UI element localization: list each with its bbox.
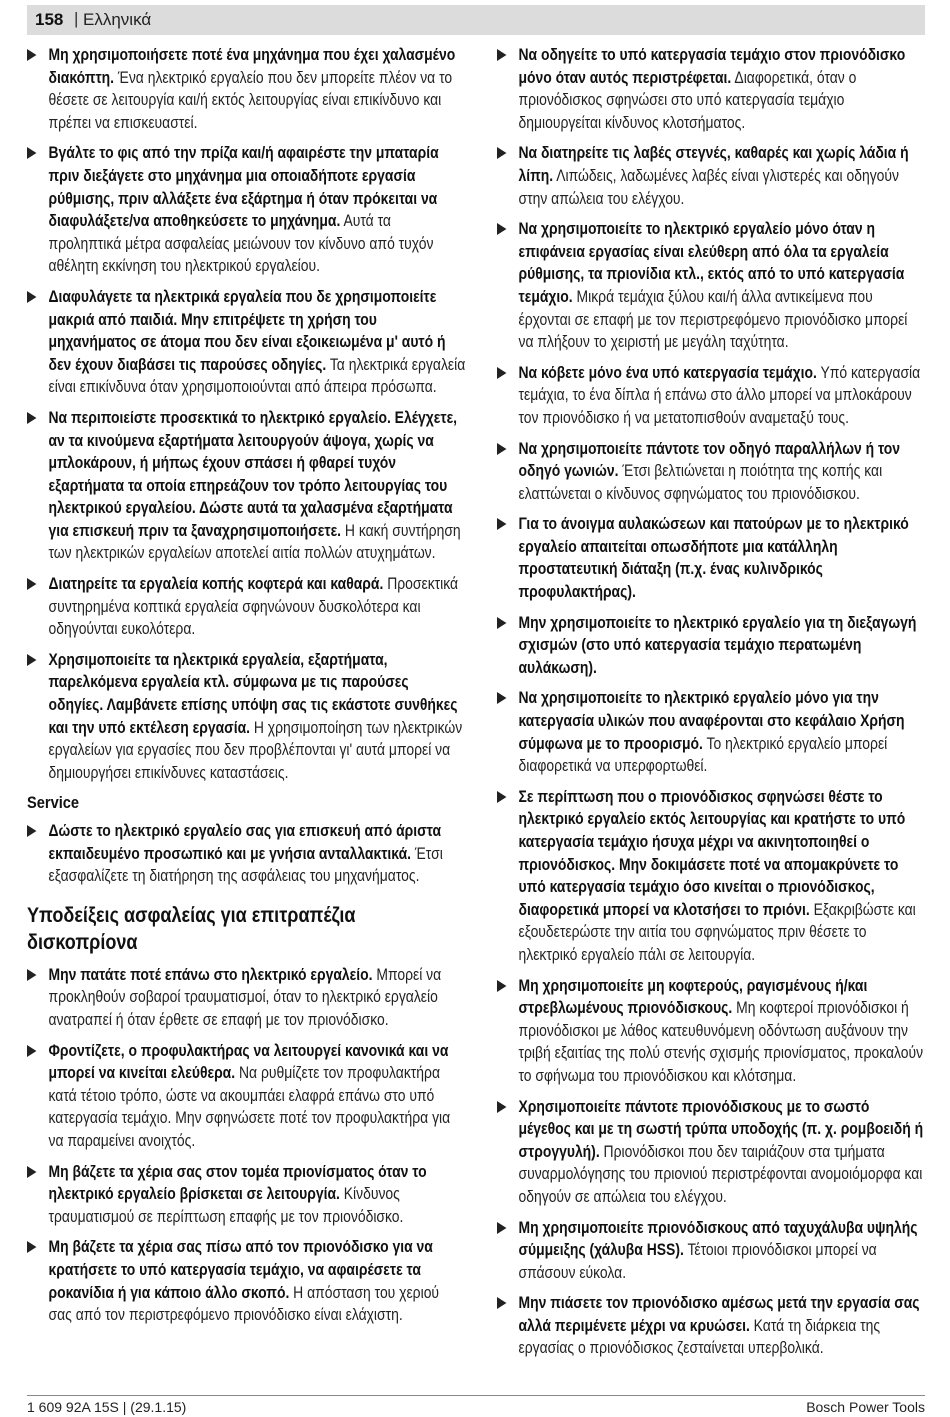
item-bold-text: Να διατηρείτε τις λαβές στεγνές, καθαρές και χωρίς λάδια ή λίπη.	[518, 144, 909, 185]
bullet-triangle-icon	[27, 412, 36, 424]
item-bold-text: Να οδηγείτε το υπό κατεργασία τεμάχιο στον πριονόδισκο μόνο όταν αυτός περιστρέφεται.	[518, 46, 906, 87]
list-item	[27, 573, 466, 641]
item-text: Έτσι εξασφαλίζετε τη διατήρηση της ασφάλειας του μηχανήματος.	[48, 844, 443, 886]
bullet-triangle-icon	[27, 1045, 36, 1057]
item-bold-text: Μην πατάτε ποτέ επάνω στο ηλεκτρικό εργαλείο.	[48, 965, 373, 984]
list-item	[497, 687, 924, 777]
item-text: Εξακριβώστε και εξουδετερώστε την αιτία του σφηνώματος πριν θέσετε το ηλεκτρικό εργαλείο πάλι σε λειτουργία.	[518, 900, 916, 964]
item-bold-text: Να χρησιμοποιείτε το ηλεκτρικό εργαλείο μόνο όταν η επιφάνεια εργασίας είναι ελεύθερη από όλα τα εργαλεία ρύθμισης, τα πριονίδια κτλ., εκτός από το υπό κατεργασία τεμάχιο.	[518, 220, 905, 306]
list-item	[497, 142, 924, 210]
bullet-triangle-icon	[497, 617, 506, 629]
item-text: Διαφορετικά, όταν ο πριονόδισκος σφηνώσει στο υπό κατεργασία τεμάχιο δημιουργείται κίνδυνος κλοτσήματος.	[518, 68, 857, 132]
footer-doc-id: 1 609 92A 15S | (29.1.15)	[27, 1399, 187, 1415]
list-item	[497, 975, 924, 1088]
bullet-triangle-icon	[497, 980, 506, 992]
item-text: Κατά τη διάρκεια της εργασίας ο πριονόδισκος ζεσταίνεται υπερβολικά.	[518, 1316, 881, 1358]
list-item	[27, 286, 466, 399]
list-item	[497, 218, 924, 354]
item-text: Ένα ηλεκτρικό εργαλείο που δεν μπορείτε πλέον να το θέσετε σε λειτουργία και/ή εκτός λειτουργίας είναι επικίνδυνο και πρέπει να επισκευαστεί.	[48, 68, 453, 132]
bullet-triangle-icon	[27, 291, 36, 303]
bullet-triangle-icon	[497, 223, 506, 235]
bullet-triangle-icon	[27, 825, 36, 837]
list-item	[497, 612, 924, 680]
item-bold-text: Μη βάζετε τα χέρια σας στον τομέα πριονίσματος όταν το ηλεκτρικό εργαλείο βρίσκεται σε λειτουργία.	[48, 1162, 427, 1204]
item-text: Πριονόδισκοι που δεν ταιριάζουν στα τμήματα συναρμολόγησης του πριονιού περιστρέφονται ανομοιόμορφα και οδηγούν σε απώλεια του ελέγχου.	[518, 1142, 923, 1206]
section-heading: Υποδείξεις ασφαλείας για επιτραπέζια δισκοπρίονα	[27, 903, 356, 954]
list-item	[27, 820, 466, 888]
item-text: Λιπώδεις, λαδωμένες λαβές είναι γλιστερές και οδηγούν στην απώλεια του ελέγχου.	[518, 166, 899, 208]
safety-list-table-saw-continued	[497, 44, 924, 1360]
item-bold-text: Μη χρησιμοποιείτε μη κοφτερούς, ραγισμένους ή/και στρεβλωμένους πριονόδισκους.	[518, 976, 868, 1018]
bullet-triangle-icon	[27, 1166, 36, 1178]
item-bold-text: Χρησιμοποιείτε τα ηλεκτρικά εργαλεία, εξαρτήματα, παρελκόμενα εργαλεία κτλ. σύμφωνα με τις παρούσες οδηγίες. Λαμβάνετε επίσης υπόψη σας τις εκάστοτε συνθήκες και την υπό εκτέλεση εργασία.	[48, 650, 458, 737]
item-text: Το ηλεκτρικό εργαλείο μπορεί διαφορετικά να υπερφορτωθεί.	[518, 734, 888, 776]
list-item	[497, 44, 924, 134]
bullet-triangle-icon	[27, 654, 36, 666]
item-text: Η χρησιμοποίηση των ηλεκτρικών εργαλείων για εργασίες που δεν προβλέπονται γι' αυτά μπορεί να δημιουργήσει επικίνδυνες καταστάσεις.	[48, 718, 463, 782]
list-item	[27, 1040, 466, 1153]
bullet-triangle-icon	[497, 49, 506, 61]
item-bold-text: Σε περίπτωση που ο πριονόδισκος σφηνώσει θέστε το ηλεκτρικό εργαλείο εκτός λειτουργίας και κρατήστε το υπό κατεργασία τεμάχιο ήσυχα μέχρι να ακινητοποιηθεί ο πριονόδισκος. Μην δοκιμάσετε ποτέ να απομακρύνετε το υπό κατεργασία τεμάχιο όσο κινείται ο πριονόδισκος, διαφορετικά μπορεί να κλοτσήσει το πριόνι.	[518, 787, 906, 919]
service-label: Service	[27, 793, 80, 813]
footer-brand: Bosch Power Tools	[806, 1399, 925, 1415]
list-item	[497, 1292, 924, 1360]
list-item	[27, 1236, 466, 1326]
bullet-triangle-icon	[27, 147, 36, 159]
item-text: Μη κοφτεροί πριονόδισκοι ή πριονόδισκοι με λάθος κατευθυνόμενη οδόντωση αυξάνουν την τριβή εξαιτίας της πολύ στενής σχισμής πριονίσματος, προκαλούν το σφήνωμα του πριονόδισκου και κλότσημα.	[518, 999, 924, 1085]
safety-list-general	[27, 44, 466, 784]
item-bold-text: Διατηρείτε τα εργαλεία κοπής κοφτερά και καθαρά.	[48, 575, 384, 594]
header-language: Ελληνικά	[83, 10, 152, 29]
item-text: Τα ηλεκτρικά εργαλεία είναι επικίνδυνα όταν χρησιμοποιούνται από άπειρα πρόσωπα.	[48, 355, 466, 397]
list-item	[497, 1096, 924, 1209]
header-separator: |	[74, 9, 79, 28]
item-bold-text: Να περιποιείστε προσεκτικά το ηλεκτρικό εργαλείο. Ελέγχετε, αν τα κινούμενα εξαρτήματα λειτουργούν άψογα, χωρίς να μπλοκάρουν, ή μήπως έχουν σπάσει ή φθαρεί τυχόν εξαρτήματα τα οποία επηρεάζουν τον τρόπο λειτουργίας του ηλεκτρικού εργαλείου. Δώστε αυτά τα χαλασμένα εξαρτήματα για επισκευή πριν τα ξαναχρησιμοποιήσετε.	[48, 408, 458, 540]
bullet-triangle-icon	[27, 1241, 36, 1253]
bullet-triangle-icon	[27, 49, 36, 61]
bullet-triangle-icon	[497, 367, 506, 379]
item-bold-text: Μη χρησιμοποιείτε πριονόδισκους από ταχυχάλυβα υψηλής σύμμειξης (χάλυβα HSS).	[518, 1218, 918, 1260]
list-item	[497, 513, 924, 603]
bullet-triangle-icon	[27, 578, 36, 590]
bullet-triangle-icon	[27, 969, 36, 981]
item-text: Η κακή συντήρηση των ηλεκτρικών εργαλείων αποτελεί αιτία πολλών ατυχημάτων.	[48, 521, 461, 563]
list-item	[497, 438, 924, 506]
item-bold-text: Να χρησιμοποιείτε το ηλεκτρικό εργαλείο μόνο για την κατεργασία υλικών που αναφέρονται στο κεφάλαιο Χρήση σύμφωνα με το προορισμό.	[518, 689, 905, 753]
bullet-triangle-icon	[497, 1222, 506, 1234]
list-item	[27, 1161, 466, 1229]
list-item	[497, 786, 924, 967]
item-bold-text: Δώστε το ηλεκτρικό εργαλείο σας για επισκευή από άριστα εκπαιδευμένο προσωπικό και με γνήσια ανταλλακτικά.	[48, 822, 442, 863]
item-bold-text: Μην πιάσετε τον πριονόδισκο αμέσως μετά την εργασία σας αλλά περιμένετε μέχρι να κρυώσει.	[518, 1294, 920, 1335]
bullet-triangle-icon	[497, 518, 506, 530]
list-item	[27, 407, 466, 565]
list-item	[27, 142, 466, 278]
page-number: 158	[35, 10, 64, 29]
item-bold-text: Να χρησιμοποιείτε πάντοτε τον οδηγό παραλλήλων ή τον οδηγό γωνιών.	[518, 439, 901, 481]
bullet-triangle-icon	[497, 1101, 506, 1113]
page-footer	[27, 1395, 925, 1415]
list-item	[27, 649, 466, 785]
bullet-triangle-icon	[497, 1297, 506, 1309]
list-item	[497, 1217, 924, 1285]
item-text: Μπορεί να προκληθούν σοβαροί τραυματισμοί, όταν το ηλεκτρικό εργαλείο ανατραπεί ή όταν έρθετε σε επαφή με τον πριονόδισκο.	[48, 965, 442, 1029]
safety-list-table-saw	[27, 964, 466, 1327]
item-bold-text: Φροντίζετε, ο προφυλακτήρας να λειτουργεί κανονικά και να μπορεί να κινείται ελεύθερα.	[48, 1041, 449, 1083]
right-column	[497, 44, 924, 1368]
list-item	[27, 964, 466, 1032]
page-header	[27, 5, 925, 35]
item-bold-text: Για το άνοιγμα αυλακώσεων και πατούρων με το ηλεκτρικό εργαλείο απαιτείται οπωσδήποτε μια κατάλληλη προστατευτική διάταξη (π.χ. ένας κυλινδρικός προφυλακτήρας).	[518, 515, 909, 602]
item-text: Αυτά τα προληπτικά μέτρα ασφαλείας μειώνουν τον κίνδυνο από τυχόν αθέλητη εκκίνηση του ηλεκτρικού εργαλείου.	[48, 212, 434, 276]
bullet-triangle-icon	[497, 692, 506, 704]
safety-list-service	[27, 820, 466, 888]
item-bold-text: Διαφυλάγετε τα ηλεκτρικά εργαλεία που δε χρησιμοποιείτε μακριά από παιδιά. Μην επιτρέψετε τη χρήση του μηχανήματος σε άτομα που δεν είναι εξοικειωμένα μ' αυτό ή δεν έχουν διαβάσει τις παρούσες οδηγίες.	[48, 287, 446, 374]
item-text: Η απόσταση του χεριού σας από τον περιστρεφόμενο πριονόδισκο είναι ελάχιστη.	[48, 1283, 440, 1325]
item-bold-text: Χρησιμοποιείτε πάντοτε πριονόδισκους με το σωστό μέγεθος και με τη σωστή τρύπα υποδοχής (π. χ. ρομβοειδή ή στρογγυλή).	[518, 1097, 924, 1161]
item-text: Έτσι βελτιώνεται η ποιότητα της κοπής και ελαττώνεται ο κίνδυνος σφηνώματος του πριονόδισκου.	[518, 462, 883, 503]
left-column	[27, 44, 466, 1335]
item-bold-text: Μη χρησιμοποιήσετε ποτέ ένα μηχάνημα που έχει χαλασμένο διακόπτη.	[48, 46, 456, 87]
item-text: Κίνδυνος τραυματισμού σε περίπτωση επαφής με τον πριονόδισκο.	[48, 1185, 404, 1226]
item-text: Τέτοιοι πριονόδισκοι μπορεί να σπάσουν εύκολα.	[518, 1241, 877, 1282]
item-text: Να ρυθμίζετε τον προφυλακτήρα κατά τέτοιο τρόπο, ώστε να ακουμπάει ελαφρά επάνω στο υπό κατεργασία τεμάχιο. Μην σφηνώσετε ποτέ τον προφυλακτήρα για να παραμείνει ανοιχτός.	[48, 1064, 451, 1150]
item-bold-text: Βγάλτε το φις από την πρίζα και/ή αφαιρέστε την μπαταρία πριν διεξάγετε στο μηχάνημα μια οποιαδήποτε εργασία ρύθμισης, πριν αλλάξετε ένα εξάρτημα ή όταν πρόκειται να διαφυλάξετε/να αποθηκεύσετε το μηχάνημα.	[48, 144, 439, 231]
item-bold-text: Να κόβετε μόνο ένα υπό κατεργασία τεμάχιο.	[518, 363, 817, 382]
list-item	[27, 44, 466, 134]
bullet-triangle-icon	[497, 147, 506, 159]
bullet-triangle-icon	[497, 443, 506, 455]
item-text: Μικρά τεμάχια ξύλου και/ή άλλα αντικείμενα που έρχονται σε επαφή με τον περιστρεφόμενο πριονόδισκο μπορεί να πλήξουν το χειριστή με μεγάλη ταχύτητα.	[518, 287, 908, 352]
bullet-triangle-icon	[497, 791, 506, 803]
item-text: Προσεκτικά συντηρημένα κοπτικά εργαλεία σφηνώνουν δυσκολότερα και οδηγούνται ευκολότερα.	[48, 575, 459, 639]
list-item	[497, 362, 924, 430]
item-text: Υπό κατεργασία τεμάχια, το ένα δίπλα ή επάνω στο άλλο μπορεί να μπλοκάρουν τον πριονόδισκο ή να μετατοπισθούν αναμεταξύ τους.	[518, 363, 921, 427]
item-bold-text: Μη βάζετε τα χέρια σας πίσω από τον πριονόδισκο για να κρατήσετε το υπό κατεργασία τεμάχιο, να αφαιρέσετε τα ροκανίδια ή για κάποιο άλλο σκοπό.	[48, 1238, 433, 1302]
item-bold-text: Μην χρησιμοποιείτε το ηλεκτρικό εργαλείο για τη διεξαγωγή σχισμών (στο υπό κατεργασία τεμάχιο περατωμένη αυλάκωση).	[518, 613, 917, 677]
